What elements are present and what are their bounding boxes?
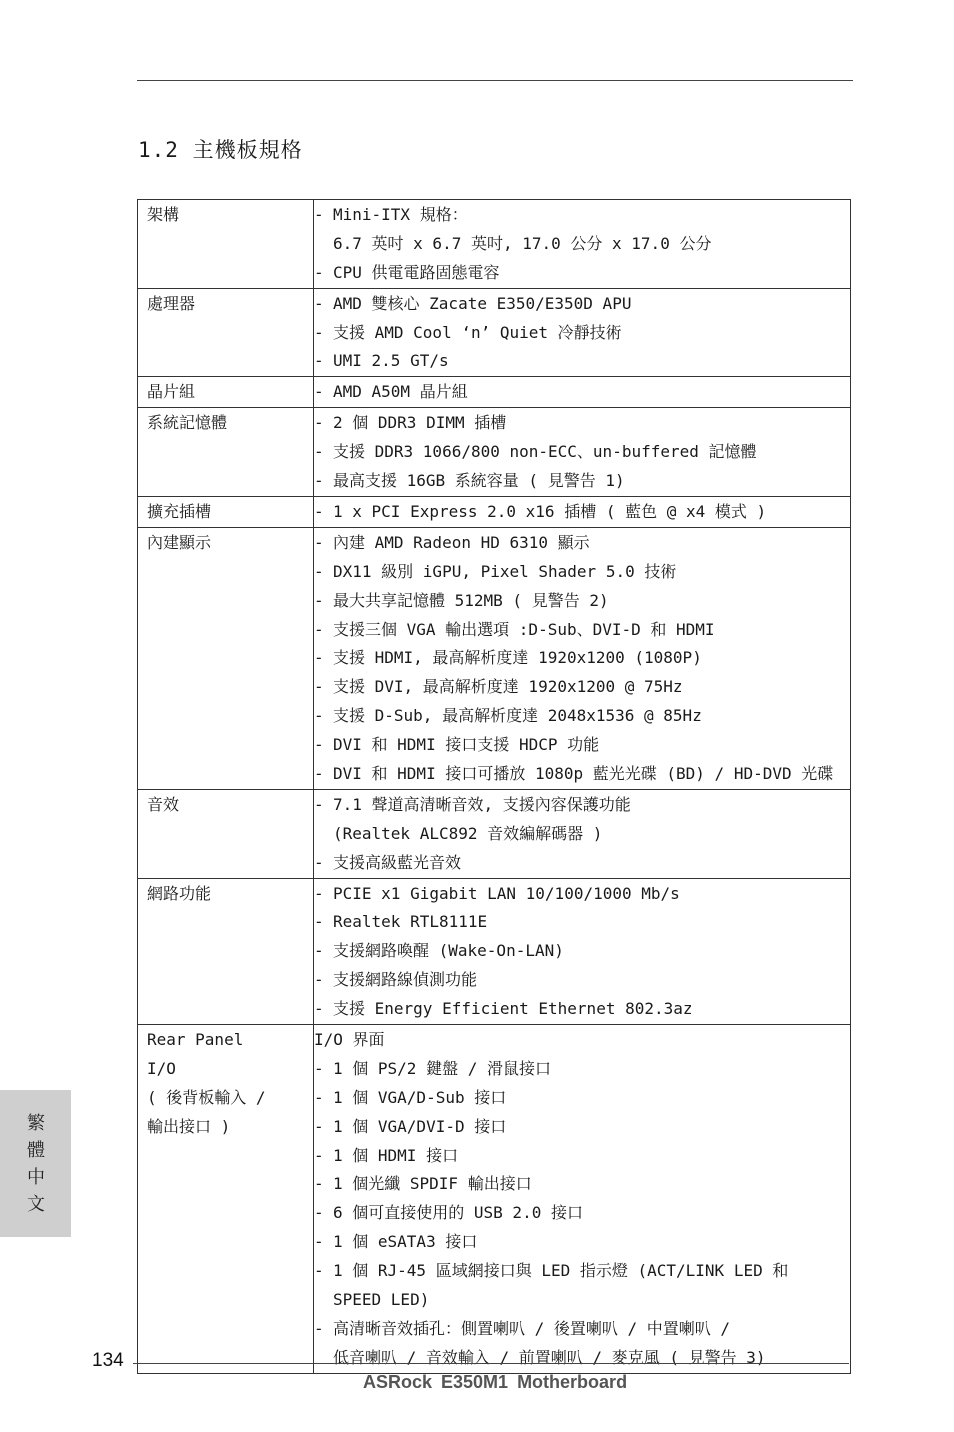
spec-label-line: 晶片組 bbox=[147, 382, 196, 402]
spec-row bbox=[138, 527, 850, 789]
spec-line bbox=[314, 409, 850, 438]
spec-label bbox=[138, 790, 314, 878]
spec-line bbox=[314, 558, 850, 587]
spec-line bbox=[314, 1026, 850, 1055]
spec-values bbox=[314, 200, 850, 288]
bullet-dash: - bbox=[314, 1174, 324, 1194]
spec-row bbox=[138, 288, 850, 377]
spec-line-text: Mini-ITX 規格： bbox=[333, 205, 468, 224]
spec-line bbox=[314, 1142, 850, 1171]
bullet-dash: - bbox=[314, 561, 324, 581]
spec-values bbox=[314, 1025, 850, 1373]
spec-line-text: 1 個 VGA/DVI-D 接口 bbox=[333, 1116, 507, 1136]
spec-line-text: PCIE x1 Gigabit LAN 10/100/1000 Mb/s bbox=[333, 883, 680, 903]
spec-line bbox=[314, 995, 850, 1024]
bullet-dash: - bbox=[314, 382, 324, 402]
spec-line bbox=[314, 1170, 850, 1199]
spec-values bbox=[314, 879, 850, 1024]
bullet-dash: - bbox=[314, 205, 324, 224]
section-title: 1.2 主機板規格 bbox=[138, 138, 303, 162]
bullet-dash: - bbox=[314, 1261, 324, 1281]
spec-line bbox=[314, 1084, 850, 1113]
bullet-dash: - bbox=[314, 1058, 324, 1078]
spec-line-text: 1 x PCI Express 2.0 x16 插槽 ( 藍色 @ x4 模式 ) bbox=[333, 501, 767, 521]
spec-line bbox=[314, 1315, 850, 1344]
spec-line-text: 1 個 VGA/D-Sub 接口 bbox=[333, 1087, 507, 1107]
spec-line-text: AMD A50M 晶片組 bbox=[333, 382, 468, 402]
spec-line-text: 最大共享記憶體 512MB ( 見警告 2) bbox=[333, 590, 609, 610]
spec-label-line: 音效 bbox=[147, 794, 180, 814]
spec-row bbox=[138, 1024, 850, 1373]
spec-row bbox=[138, 407, 850, 496]
bullet-dash: - bbox=[314, 501, 324, 521]
bullet-dash: - bbox=[314, 262, 324, 282]
spec-line bbox=[314, 347, 850, 376]
spec-line-text: 支援網路喚醒 (Wake-On-LAN) bbox=[333, 941, 564, 961]
spec-line bbox=[314, 937, 850, 966]
spec-line-text: I/O 界面 bbox=[314, 1029, 385, 1049]
spec-values bbox=[314, 497, 850, 527]
spec-line bbox=[314, 467, 850, 496]
spec-line bbox=[314, 378, 850, 407]
spec-line-text: 支援 AMD Cool ‘n’ Quiet 冷靜技術 bbox=[333, 322, 622, 342]
page-number: 134 bbox=[92, 1350, 124, 1371]
bullet-dash: - bbox=[314, 941, 324, 961]
spec-line bbox=[314, 230, 850, 259]
spec-line-text: 1 個 RJ-45 區域網接口與 LED 指示燈 (ACT/LINK LED 和 bbox=[333, 1261, 789, 1281]
spec-line bbox=[314, 760, 850, 789]
bullet-dash: - bbox=[314, 322, 324, 342]
spec-line-text: 6 個可直接使用的 USB 2.0 接口 bbox=[333, 1203, 583, 1223]
bullet-dash: - bbox=[314, 293, 324, 313]
spec-line bbox=[314, 731, 850, 760]
spec-line-text: 高清晰音效插孔：側置喇叭 / 後置喇叭 / 中置喇叭 / bbox=[333, 1318, 731, 1338]
spec-line-text: 支援 D-Sub, 最高解析度達 2048x1536 @ 85Hz bbox=[333, 706, 702, 726]
spec-line bbox=[314, 791, 850, 820]
spec-line-text: DVI 和 HDMI 接口支援 HDCP 功能 bbox=[333, 735, 600, 755]
spec-line-text: 內建 AMD Radeon HD 6310 顯示 bbox=[333, 532, 590, 552]
spec-line-text: 低音喇叭 / 音效輸入 / 前置喇叭 / 麥克風 ( 見警告 3) bbox=[333, 1347, 766, 1367]
spec-line bbox=[314, 849, 850, 878]
spec-label bbox=[138, 408, 314, 496]
spec-line-text: 1 個 eSATA3 接口 bbox=[333, 1232, 478, 1252]
spec-label-line: 內建顯示 bbox=[147, 532, 212, 552]
bullet-dash: - bbox=[314, 852, 324, 872]
spec-line bbox=[314, 1344, 850, 1373]
spec-line-text: 支援 Energy Efficient Ethernet 802.3az bbox=[333, 999, 693, 1019]
spec-line-text: 支援 DVI, 最高解析度達 1920x1200 @ 75Hz bbox=[333, 677, 683, 697]
spec-line-text: 7.1 聲道高清晰音效, 支援內容保護功能 bbox=[333, 794, 631, 814]
spec-label bbox=[138, 497, 314, 527]
spec-line bbox=[314, 880, 850, 909]
spec-line-text: SPEED LED) bbox=[333, 1289, 430, 1309]
spec-line-text: (Realtek ALC892 音效編解碼器 ) bbox=[333, 823, 603, 843]
spec-line bbox=[314, 673, 850, 702]
bullet-dash: - bbox=[314, 1116, 324, 1136]
spec-line bbox=[314, 290, 850, 319]
spec-line bbox=[314, 319, 850, 348]
spec-line bbox=[314, 587, 850, 616]
bullet-dash: - bbox=[314, 648, 324, 668]
spec-label-line: 系統記憶體 bbox=[147, 413, 228, 433]
spec-line-text: 最高支援 16GB 系統容量 ( 見警告 1) bbox=[333, 471, 625, 491]
footer-title: ASRock E350M1 Motherboard bbox=[363, 1372, 628, 1392]
spec-label-line: 擴充插槽 bbox=[147, 501, 212, 521]
spec-line bbox=[314, 1228, 850, 1257]
spec-line bbox=[314, 438, 850, 467]
spec-label bbox=[138, 377, 314, 407]
spec-label-line: ( 後背板輸入 / bbox=[147, 1087, 266, 1107]
bullet-dash: - bbox=[314, 442, 324, 462]
spec-line-text: 支援 HDMI, 最高解析度達 1920x1200 (1080P) bbox=[333, 648, 702, 668]
spec-row bbox=[138, 376, 850, 407]
spec-line-text: AMD 雙核心 Zacate E350/E350D APU bbox=[333, 293, 632, 313]
bullet-dash: - bbox=[314, 763, 324, 783]
spec-line bbox=[314, 702, 850, 731]
spec-line bbox=[314, 908, 850, 937]
spec-row bbox=[138, 789, 850, 878]
spec-line-text: Realtek RTL8111E bbox=[333, 912, 488, 932]
bullet-dash: - bbox=[314, 1318, 324, 1338]
spec-label-line: Rear Panel bbox=[147, 1029, 244, 1049]
spec-line bbox=[314, 1257, 850, 1286]
language-tab-label: 繁體中文 bbox=[27, 1113, 45, 1215]
spec-label bbox=[138, 879, 314, 1024]
spec-line-text: 2 個 DDR3 DIMM 插槽 bbox=[333, 413, 507, 433]
spec-row bbox=[138, 878, 850, 1024]
bullet-dash: - bbox=[314, 794, 324, 814]
spec-values bbox=[314, 528, 850, 789]
spec-label-line: 網路功能 bbox=[147, 883, 212, 903]
bullet-dash: - bbox=[314, 883, 324, 903]
spec-line bbox=[314, 259, 850, 288]
spec-label-line: 處理器 bbox=[147, 293, 196, 313]
bullet-dash: - bbox=[314, 999, 324, 1019]
spec-line bbox=[314, 644, 850, 673]
spec-line bbox=[314, 201, 850, 230]
spec-row bbox=[138, 200, 850, 288]
spec-line-text: 1 個光纖 SPDIF 輸出接口 bbox=[333, 1174, 532, 1194]
spec-line bbox=[314, 529, 850, 558]
bullet-dash: - bbox=[314, 619, 324, 639]
spec-label-line: 輸出接口 ) bbox=[147, 1116, 231, 1136]
language-tab bbox=[0, 1090, 71, 1237]
spec-line-text: 6.7 英吋 x 6.7 英吋, 17.0 公分 x 17.0 公分 bbox=[333, 233, 712, 253]
bullet-dash: - bbox=[314, 532, 324, 552]
spec-line bbox=[314, 1055, 850, 1084]
spec-line-text: 支援 DDR3 1066/800 non-ECC、un-buffered 記憶體 bbox=[333, 442, 757, 462]
spec-line bbox=[314, 820, 850, 849]
bullet-dash: - bbox=[314, 706, 324, 726]
bullet-dash: - bbox=[314, 590, 324, 610]
spec-line bbox=[314, 616, 850, 645]
spec-label bbox=[138, 528, 314, 789]
bullet-dash: - bbox=[314, 970, 324, 990]
bullet-dash: - bbox=[314, 351, 324, 371]
spec-label-line: 架構 bbox=[147, 205, 180, 224]
spec-line-text: UMI 2.5 GT/s bbox=[333, 351, 449, 371]
spec-row bbox=[138, 496, 850, 527]
spec-table bbox=[137, 199, 851, 1374]
bullet-dash: - bbox=[314, 735, 324, 755]
bullet-dash: - bbox=[314, 912, 324, 932]
footer-rule bbox=[133, 1363, 849, 1364]
spec-label-line: I/O bbox=[147, 1058, 176, 1078]
spec-line-text: CPU 供電電路固態電容 bbox=[333, 262, 500, 282]
spec-label bbox=[138, 289, 314, 377]
spec-label bbox=[138, 200, 314, 288]
spec-line bbox=[314, 1113, 850, 1142]
spec-line-text: DX11 級別 iGPU, Pixel Shader 5.0 技術 bbox=[333, 561, 677, 581]
spec-line-text: 支援網路線偵測功能 bbox=[333, 970, 478, 990]
bullet-dash: - bbox=[314, 413, 324, 433]
bullet-dash: - bbox=[314, 471, 324, 491]
spec-line-text: 支援三個 VGA 輸出選項 :D-Sub、DVI-D 和 HDMI bbox=[333, 619, 715, 639]
spec-line-text: 支援高級藍光音效 bbox=[333, 852, 462, 872]
spec-values bbox=[314, 790, 850, 878]
spec-line-text: 1 個 HDMI 接口 bbox=[333, 1145, 459, 1165]
bullet-dash: - bbox=[314, 677, 324, 697]
spec-values bbox=[314, 289, 850, 377]
spec-line bbox=[314, 498, 850, 527]
bullet-dash: - bbox=[314, 1087, 324, 1107]
spec-values bbox=[314, 377, 850, 407]
bullet-dash: - bbox=[314, 1145, 324, 1165]
bullet-dash: - bbox=[314, 1232, 324, 1252]
spec-line bbox=[314, 1286, 850, 1315]
spec-line bbox=[314, 1199, 850, 1228]
spec-line bbox=[314, 966, 850, 995]
spec-line-text: DVI 和 HDMI 接口可播放 1080p 藍光光碟 (BD) / HD-DVD 光碟 bbox=[333, 763, 834, 783]
spec-label bbox=[138, 1025, 314, 1373]
spec-line-text: 1 個 PS/2 鍵盤 / 滑鼠接口 bbox=[333, 1058, 551, 1078]
header-rule bbox=[137, 80, 853, 81]
bullet-dash: - bbox=[314, 1203, 324, 1223]
spec-values bbox=[314, 408, 850, 496]
